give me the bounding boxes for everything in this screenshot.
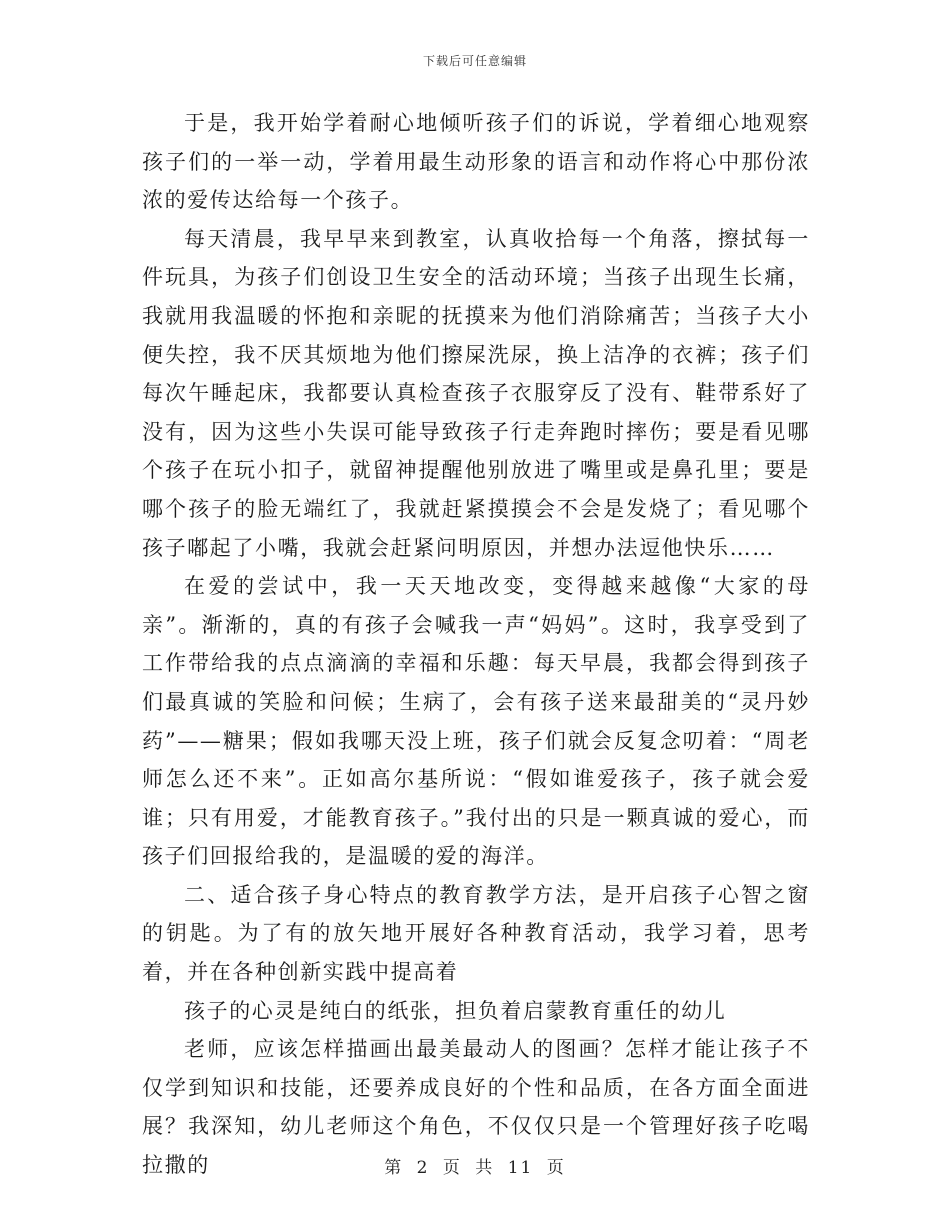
paragraph-6: 老师，应该怎样描画出最美最动人的图画？怎样才能让孩子不仅学到知识和技能，还要养成良好的个性和品质，在各方面全面进展？我深知，幼儿老师这个角色，不仅仅只是一个管理好孩子吃喝拉撒的 (142, 1037, 810, 1178)
paragraph-4: 二、适合孩子身心特点的教育教学方法，是开启孩子心智之窗的钥匙。为了有的放矢地开展好各种教育活动，我学习着，思考着，并在各种创新实践中提高着 (142, 882, 810, 985)
paragraph-5: 孩子的心灵是纯白的纸张，担负着启蒙教育重任的幼儿 (184, 998, 727, 1023)
paragraph-2: 每天清晨，我早早来到教室，认真收拾每一个角落，擦拭每一件玩具，为孩子们创设卫生安全的活动环境；当孩子出现生长痛，我就用我温暖的怀抱和亲昵的抚摸来为他们消除痛苦；当孩子大小便失控，我不厌其烦地为他们擦屎洗尿，换上洁净的衣裤；孩子们每次午睡起床，我都要认真检查孩子衣服穿反了没有、鞋带系好了没有，因为这些小失误可能导致孩子行走奔跑时摔伤；要是看见哪个孩子在玩小扣子，就留神提醒他别放进了嘴里或是鼻孔里；要是哪个孩子的脸无端红了，我就赶紧摸摸会不会是发烧了；看见哪个孩子嘟起了小嘴，我就会赶紧问明原因，并想办法逗他快乐…… (142, 226, 810, 560)
paragraph-3: 在爱的尝试中，我一天天地改变，变得越来越像“大家的母亲”。渐渐的，真的有孩子会喊我一声“妈妈”。这时，我享受到了工作带给我的点点滴滴的幸福和乐趣：每天早晨，我都会得到孩子们最真诚的笑脸和问候；生病了，会有孩子送来最甜美的“灵丹妙药”——糖果；假如我哪天没上班，孩子们就会反复念叨着：“周老师怎么还不来”。正如高尔基所说：“假如谁爱孩子，孩子就会爱谁；只有用爱，才能教育孩子。”我付出的只是一颗真诚的爱心，而孩子们回报给我的，是温暖的爱的海洋。 (142, 574, 810, 869)
paragraph-1: 于是，我开始学着耐心地倾听孩子们的诉说，学着细心地观察孩子们的一举一动，学着用最生动形象的语言和动作将心中那份浓浓的爱传达给每一个孩子。 (142, 111, 810, 213)
page-header: 下载后可任意编辑 (422, 54, 527, 68)
page-number-footer: 第 2 页 共 11 页 (384, 1158, 566, 1178)
document-body (142, 104, 810, 1185)
